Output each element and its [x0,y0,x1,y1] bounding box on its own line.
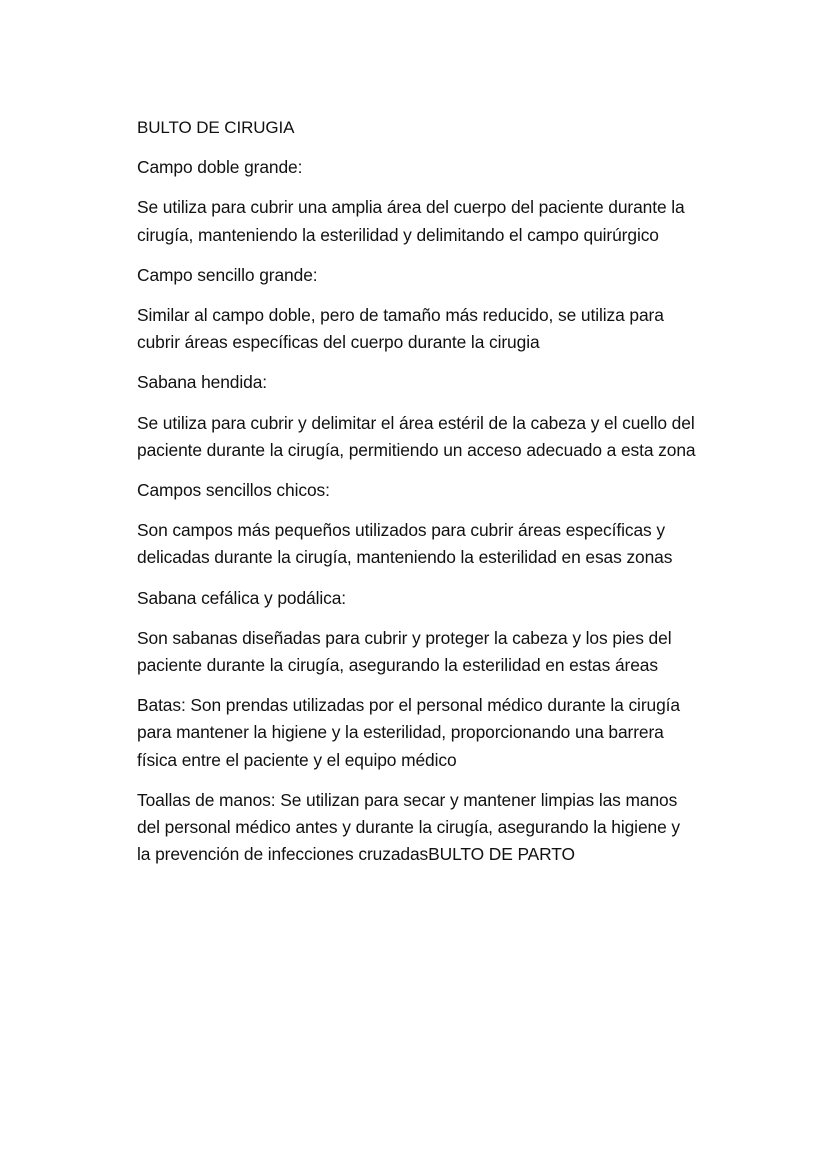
item-heading-sabana-cefalica-podalica: Sabana cefálica y podálica: [137,587,347,608]
item-description-campo-sencillo-grande: Similar al campo doble, pero de tamaño más reducido, se utiliza para cubrir áreas específicas del cuerpo durante la cirugia [137,305,664,353]
item-heading-campo-doble-grande: Campo doble grande: [137,157,303,178]
item-description-sabana-hendida: Se utiliza para cubrir y delimitar el área estéril de la cabeza y el cuello del paciente durante la cirugía, permitiendo un acceso adecuado a esta zona [137,412,696,460]
item-description-sabana-cefalica-podalica: Son sabanas diseñadas para cubrir y proteger la cabeza y los pies del paciente durante la cirugía, asegurando la esterilidad en estas áreas [137,627,672,676]
item-description-campo-doble-grande: Se utiliza para cubrir una amplia área del cuerpo del paciente durante la cirugía, manteniendo la esterilidad y delimitando el campo quirúrgico [137,197,685,245]
item-description-campos-sencillos-chicos: Son campos más pequeños utilizados para cubrir áreas específicas y delicadas durante la cirugía, manteniendo la esterilidad en esas zonas [137,520,673,568]
item-toallas-de-manos: Toallas de manos: Se utilizan para secar y mantener limpias las manos del personal médico antes y durante la cirugía, asegurando la higiene y la prevención de infecciones cruzadasBULTO DE PARTO [137,789,680,865]
item-heading-sabana-hendida: Sabana hendida: [137,372,268,393]
item-batas: Batas: Son prendas utilizadas por el personal médico durante la cirugía para mantener la higiene y la esterilidad, proporcionando una barrera física entre el paciente y el equipo médico [137,695,680,770]
item-heading-campo-sencillo-grande: Campo sencillo grande: [137,264,318,285]
item-heading-campos-sencillos-chicos: Campos sencillos chicos: [137,480,330,501]
document-page [137,114,697,881]
document-title: BULTO DE CIRUGIA [137,118,295,137]
